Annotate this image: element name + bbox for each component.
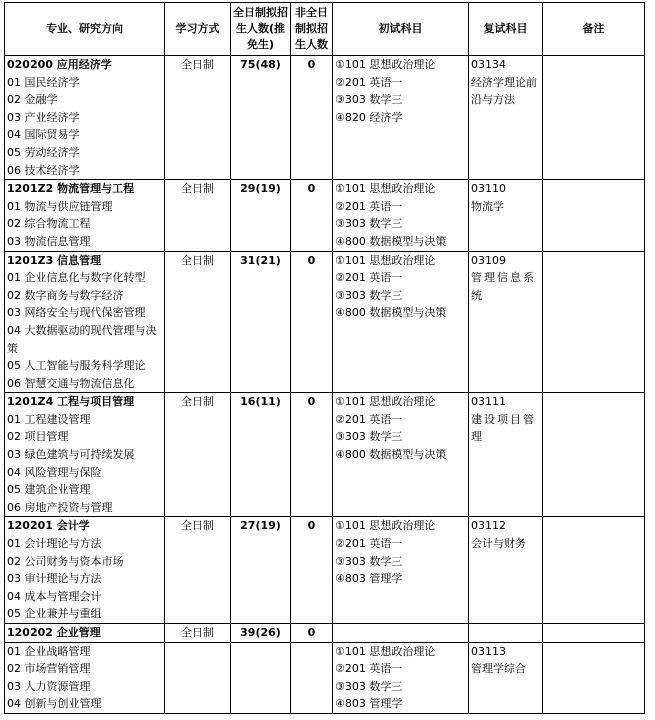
exam-subject: ②201 英语一 xyxy=(335,75,403,89)
direction-item: 01 工程建设管理 xyxy=(7,412,91,426)
fulltime-quota: 31(21) xyxy=(231,251,291,393)
direction-item: 05 企业兼并与重组 xyxy=(7,607,102,621)
admissions-table-page xyxy=(4,2,645,714)
fulltime-quota: 27(19) xyxy=(231,517,291,624)
direction-item: 06 智慧交通与物流信息化 xyxy=(7,376,135,390)
direction-item: 01 物流与供应链管理 xyxy=(7,199,113,213)
exam-cell xyxy=(333,251,469,393)
retest-cell xyxy=(469,180,543,251)
table-row xyxy=(5,56,645,180)
exam-cell xyxy=(333,517,469,624)
study-mode: 全日制 xyxy=(165,624,231,643)
direction-item: 03 物流信息管理 xyxy=(7,234,91,248)
note-cell xyxy=(543,624,645,643)
table-row xyxy=(5,517,645,624)
direction-item: 01 国民经济学 xyxy=(7,75,80,89)
study-mode: 全日制 xyxy=(165,393,231,517)
table-row xyxy=(5,393,645,517)
fulltime-quota: 29(19) xyxy=(231,180,291,251)
direction-item: 01 企业信息化与数字化转型 xyxy=(7,271,146,285)
major-cell xyxy=(5,624,165,643)
header-fulltime-quota: 全日制拟招生人数(推免生) xyxy=(231,3,291,56)
direction-item: 02 数字商务与数字经济 xyxy=(7,288,124,302)
major-cell xyxy=(5,393,165,517)
header-mode: 学习方式 xyxy=(165,3,231,56)
major-name: 120202 企业管理 xyxy=(7,626,101,639)
major-name: 1201Z4 工程与项目管理 xyxy=(7,395,135,409)
direction-item: 02 公司财务与资本市场 xyxy=(7,554,124,568)
major-name: 020200 应用经济学 xyxy=(7,58,112,71)
direction-item: 06 技术经济学 xyxy=(7,163,80,177)
note-cell xyxy=(543,642,645,713)
retest-name: 管理学综合 xyxy=(471,662,526,676)
direction-item: 02 综合物流工程 xyxy=(7,217,91,231)
exam-subject: ③303 数学三 xyxy=(335,217,403,231)
exam-cell xyxy=(333,642,469,713)
exam-subject: ④803 管理学 xyxy=(335,697,403,711)
retest-code: 03112 xyxy=(471,519,506,533)
major-cell xyxy=(5,180,165,251)
note-cell xyxy=(543,180,645,251)
table-row xyxy=(5,251,645,393)
direction-item: 04 创新与创业管理 xyxy=(7,697,102,711)
non-fulltime-quota: 0 xyxy=(291,393,333,517)
non-fulltime-quota: 0 xyxy=(291,624,333,643)
header-notes: 备注 xyxy=(543,3,645,56)
non-fulltime-quota: 0 xyxy=(291,517,333,624)
direction-item: 03 绿色建筑与可持续发展 xyxy=(7,448,135,462)
exam-subject: ④800 数据模型与决策 xyxy=(335,448,447,462)
exam-cell xyxy=(333,624,469,643)
retest-cell xyxy=(469,517,543,624)
exam-subject: ④820 经济学 xyxy=(335,110,403,124)
major-cell xyxy=(5,642,165,713)
note-cell xyxy=(543,517,645,624)
exam-subject: ①101 思想政治理论 xyxy=(335,182,436,196)
retest-name: 经济学理论前沿与方法 xyxy=(471,75,537,107)
direction-item: 01 会计理论与方法 xyxy=(7,537,102,551)
retest-cell xyxy=(469,624,543,643)
exam-subject: ②201 英语一 xyxy=(335,199,403,213)
exam-subject: ①101 思想政治理论 xyxy=(335,644,436,658)
direction-item: 05 人工智能与服务科学理论 xyxy=(7,359,146,373)
note-cell xyxy=(543,251,645,393)
header-non-fulltime-quota: 非全日制拟招生人数 xyxy=(291,3,333,56)
exam-subject: ①101 思想政治理论 xyxy=(335,519,436,533)
fulltime-quota: 75(48) xyxy=(231,56,291,180)
retest-cell xyxy=(469,251,543,393)
retest-cell xyxy=(469,393,543,517)
retest-code: 03111 xyxy=(471,395,506,409)
retest-cell xyxy=(469,642,543,713)
direction-item: 04 风险管理与保险 xyxy=(7,465,102,479)
retest-cell xyxy=(469,56,543,180)
study-mode xyxy=(165,642,231,713)
study-mode: 全日制 xyxy=(165,251,231,393)
direction-item: 03 网络安全与现代保密管理 xyxy=(7,306,146,320)
retest-name: 物流学 xyxy=(471,199,504,213)
retest-code: 03109 xyxy=(471,253,506,267)
major-cell xyxy=(5,56,165,180)
exam-subject: ③303 数学三 xyxy=(335,554,403,568)
exam-subject: ③303 数学三 xyxy=(335,288,403,302)
retest-code: 03113 xyxy=(471,644,506,658)
direction-item: 04 国际贸易学 xyxy=(7,128,80,142)
header-retest: 复试科目 xyxy=(469,3,543,56)
header-initial-exam: 初试科目 xyxy=(333,3,469,56)
fulltime-quota: 16(11) xyxy=(231,393,291,517)
major-cell xyxy=(5,517,165,624)
exam-cell xyxy=(333,393,469,517)
direction-item: 04 成本与管理会计 xyxy=(7,589,102,603)
exam-cell xyxy=(333,56,469,180)
study-mode: 全日制 xyxy=(165,180,231,251)
major-name: 1201Z2 物流管理与工程 xyxy=(7,182,135,196)
exam-subject: ②201 英语一 xyxy=(335,412,403,426)
major-name: 1201Z3 信息管理 xyxy=(7,253,102,267)
note-cell xyxy=(543,393,645,517)
exam-subject: ①101 思想政治理论 xyxy=(335,58,436,71)
direction-item: 02 金融学 xyxy=(7,93,58,107)
exam-subject: ③303 数学三 xyxy=(335,430,403,444)
table-body xyxy=(5,56,645,714)
exam-subject: ②201 英语一 xyxy=(335,662,403,676)
exam-subject: ②201 英语一 xyxy=(335,537,403,551)
direction-item: 02 市场营销管理 xyxy=(7,662,91,676)
note-cell xyxy=(543,56,645,180)
direction-item: 03 产业经济学 xyxy=(7,110,80,124)
direction-item: 03 人力资源管理 xyxy=(7,679,91,693)
header-major: 专业、研究方向 xyxy=(5,3,165,56)
admissions-table xyxy=(4,2,645,714)
table-row xyxy=(5,180,645,251)
direction-item: 01 企业战略管理 xyxy=(7,644,91,658)
non-fulltime-quota xyxy=(291,642,333,713)
exam-subject: ①101 思想政治理论 xyxy=(335,253,436,267)
direction-item: 03 审计理论与方法 xyxy=(7,572,102,586)
direction-item: 05 建筑企业管理 xyxy=(7,483,91,497)
retest-code: 03110 xyxy=(471,182,506,196)
table-row xyxy=(5,624,645,643)
exam-subject: ④803 管理学 xyxy=(335,572,403,586)
study-mode: 全日制 xyxy=(165,517,231,624)
major-cell xyxy=(5,251,165,393)
exam-subject: ③303 数学三 xyxy=(335,93,403,107)
direction-item: 05 劳动经济学 xyxy=(7,145,80,159)
retest-code: 03134 xyxy=(471,58,506,71)
direction-item: 02 项目管理 xyxy=(7,430,69,444)
non-fulltime-quota: 0 xyxy=(291,56,333,180)
retest-name: 会计与财务 xyxy=(471,537,526,551)
fulltime-quota xyxy=(231,642,291,713)
non-fulltime-quota: 0 xyxy=(291,251,333,393)
direction-item: 06 房地产投资与管理 xyxy=(7,500,113,514)
table-row xyxy=(5,642,645,713)
exam-subject: ④800 数据模型与决策 xyxy=(335,234,447,248)
study-mode: 全日制 xyxy=(165,56,231,180)
non-fulltime-quota: 0 xyxy=(291,180,333,251)
exam-subject: ②201 英语一 xyxy=(335,271,403,285)
direction-item: 04 大数据驱动的现代管理与决策 xyxy=(7,323,157,355)
exam-subject: ④800 数据模型与决策 xyxy=(335,306,447,320)
exam-cell xyxy=(333,180,469,251)
retest-name: 建设项目管理 xyxy=(471,412,536,444)
exam-subject: ①101 思想政治理论 xyxy=(335,395,436,409)
major-name: 120201 会计学 xyxy=(7,519,90,533)
header-row xyxy=(5,3,645,56)
fulltime-quota: 39(26) xyxy=(231,624,291,643)
exam-subject: ③303 数学三 xyxy=(335,679,403,693)
retest-name: 管理信息系统 xyxy=(471,271,536,302)
